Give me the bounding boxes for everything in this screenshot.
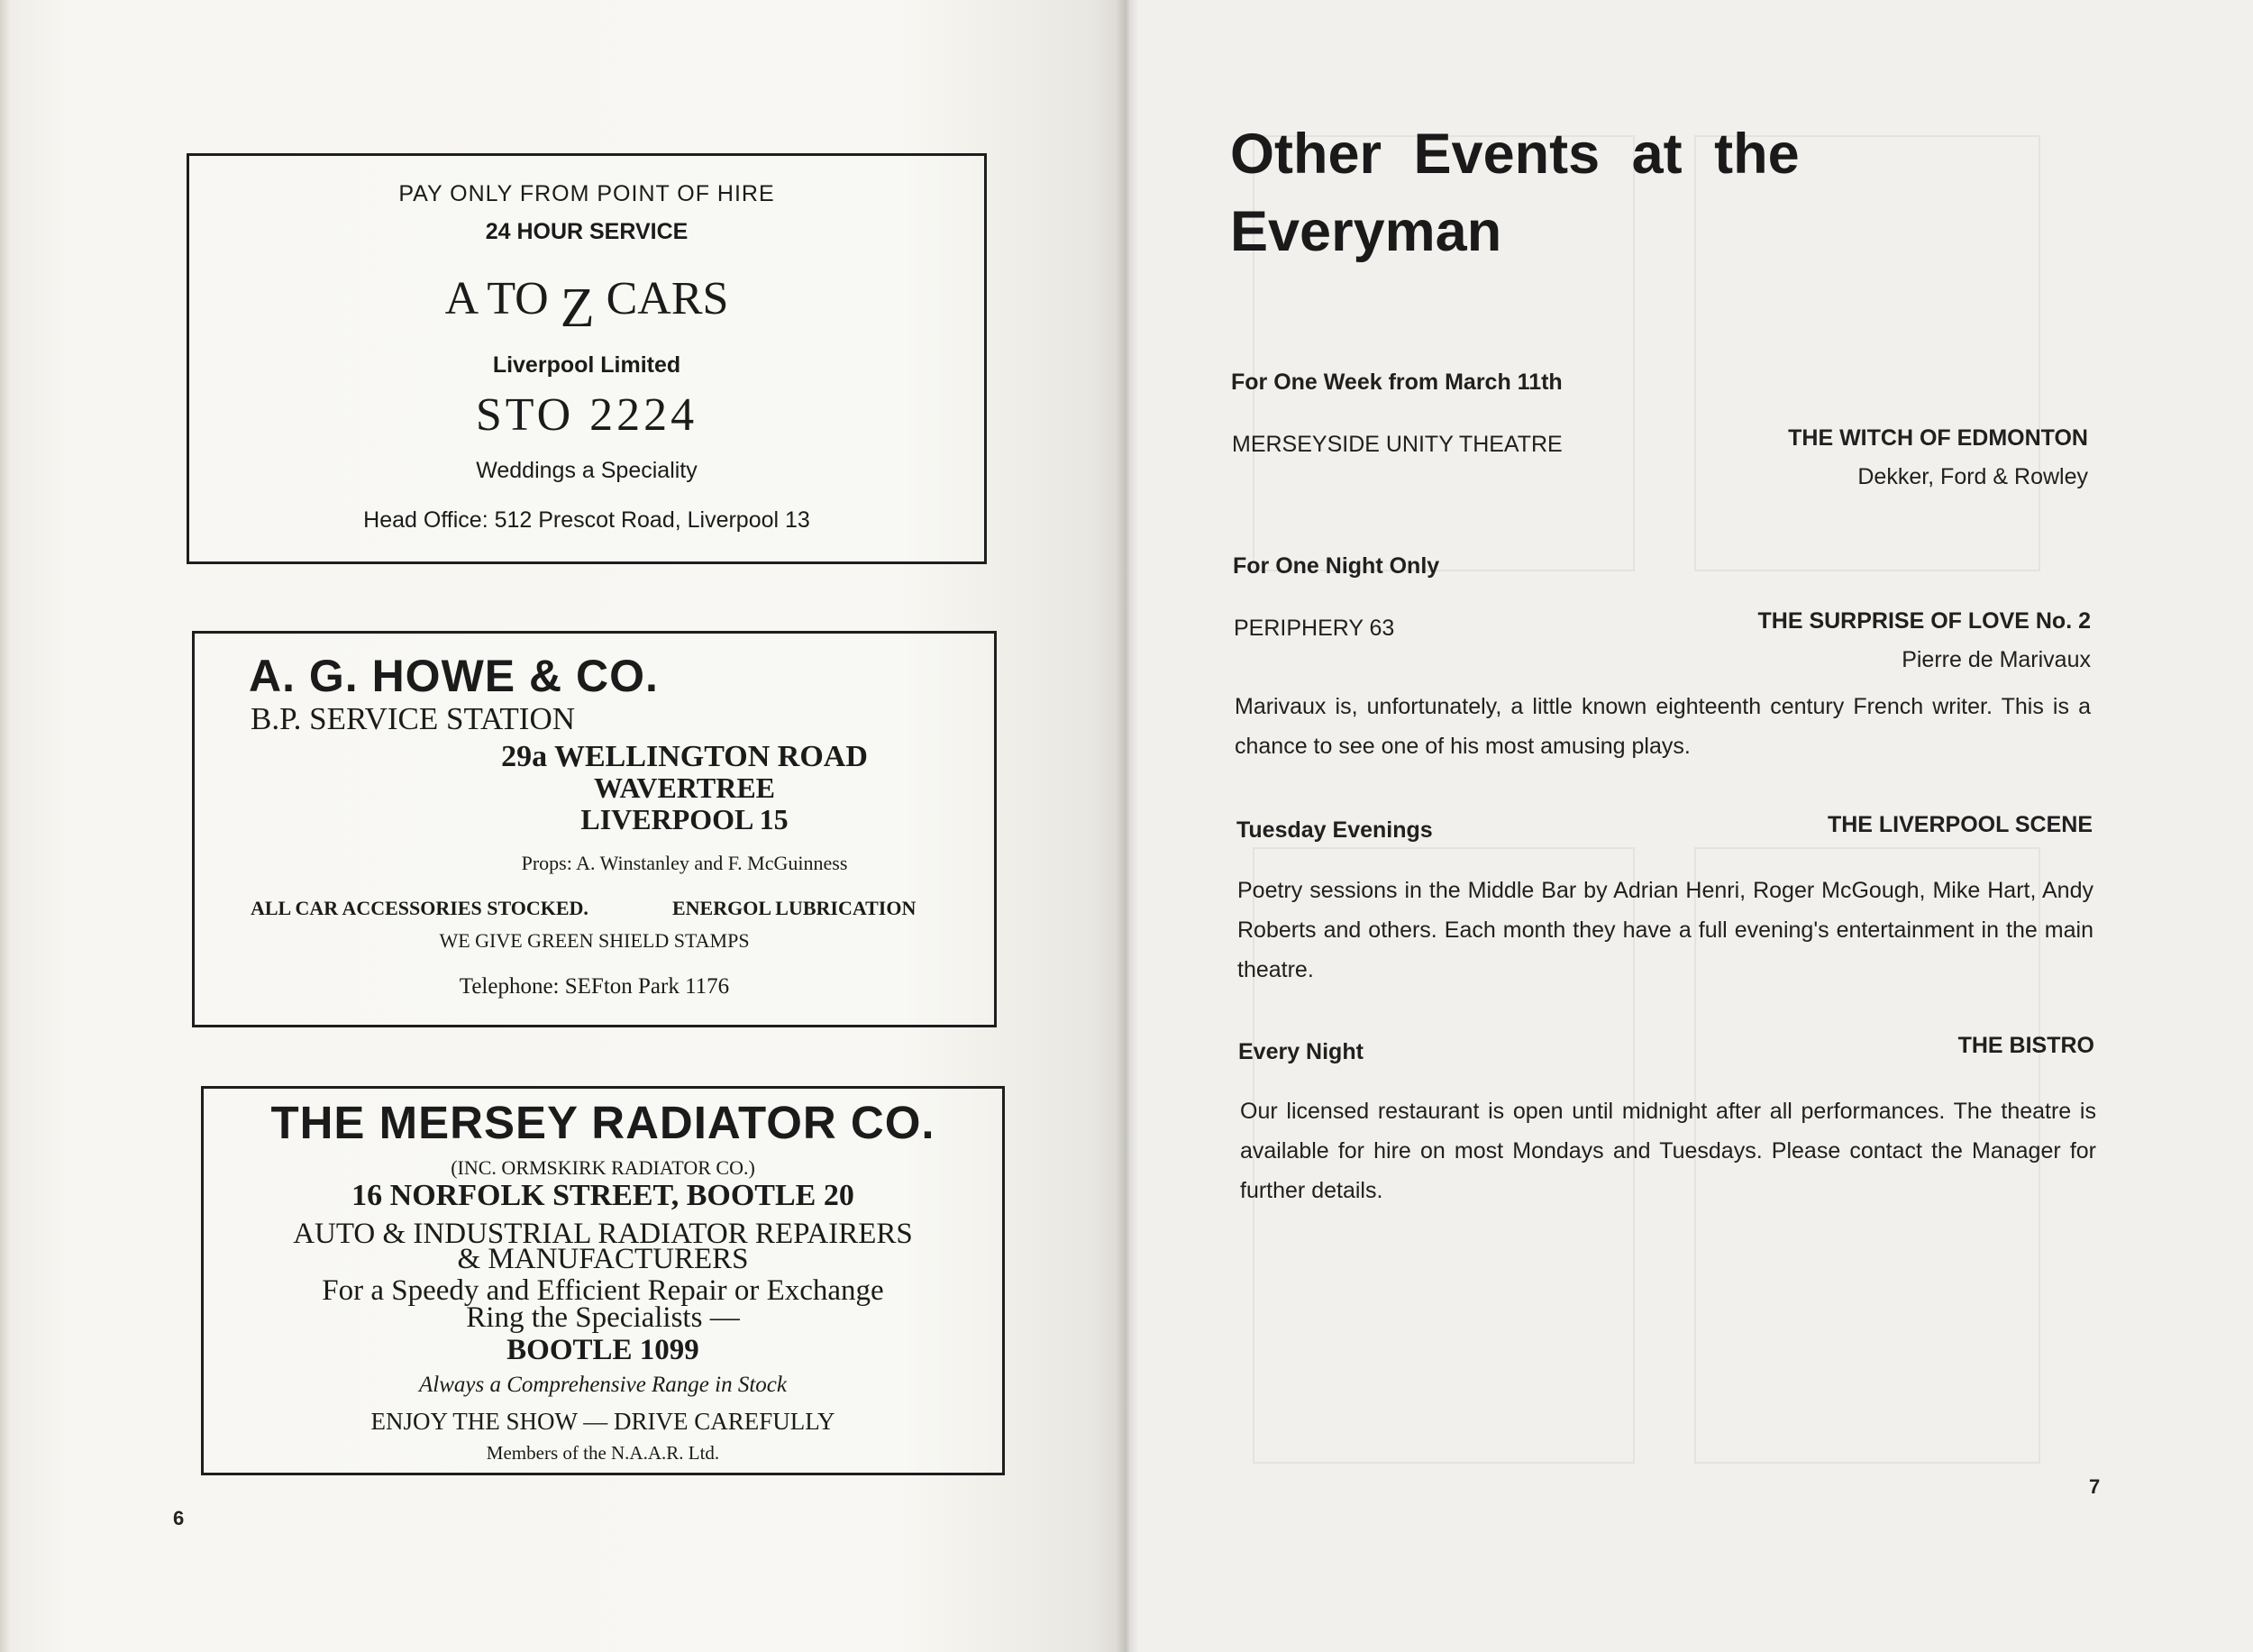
- ad-mersey-members: Members of the N.A.A.R. Ltd.: [486, 1442, 720, 1464]
- ad-cars-office: Head Office: 512 Prescot Road, Liverpool 13: [363, 507, 810, 533]
- ad-howe-accessories: ALL CAR ACCESSORIES STOCKED.: [251, 897, 588, 919]
- ad-mersey-ring: Ring the Specialists —: [466, 1301, 740, 1334]
- ad-cars-phone: STO 2224: [475, 389, 698, 441]
- ad-howe-service: B.P. SERVICE STATION: [251, 701, 575, 736]
- event4-description: Our licensed restaurant is open until midnight after all performances. The theatre is available for hire on most Mondays and Tuesdays. Please contact the Manager for further details.: [1240, 1099, 2096, 1203]
- ad-mersey-address: 16 NORFOLK STREET, BOOTLE 20: [351, 1179, 854, 1212]
- ad-mersey-stock: Always a Comprehensive Range in Stock: [418, 1373, 787, 1397]
- event2-description: Marivaux is, unfortunately, a little known eighteenth century French writer. This is a chance to see one of his most amusing plays.: [1235, 694, 2091, 759]
- event1-play: THE WITCH OF EDMONTON: [1788, 425, 2088, 451]
- ad-howe-name: A. G. HOWE & CO.: [249, 651, 659, 701]
- ad-mersey-inc: (INC. ORMSKIRK RADIATOR CO.): [451, 1156, 755, 1179]
- ad-cars-line1: PAY ONLY FROM POINT OF HIRE: [398, 181, 775, 206]
- page-number-right: 7: [2089, 1475, 2101, 1498]
- ad-mersey-repairers1: AUTO & INDUSTRIAL RADIATOR REPAIRERS: [293, 1218, 913, 1250]
- page-number-left: 6: [173, 1507, 185, 1529]
- ad-mersey-phone: BOOTLE 1099: [506, 1334, 699, 1366]
- event4-when: Every Night: [1238, 1039, 1364, 1064]
- ad-howe-and-co: [192, 631, 997, 1027]
- event2-when: For One Night Only: [1233, 553, 1440, 579]
- ad-a-to-z-cars: [187, 153, 987, 564]
- event1-when: For One Week from March 11th: [1231, 370, 1563, 395]
- ad-cars-company: Liverpool Limited: [492, 352, 681, 378]
- book-gutter-shadow: [1116, 0, 1139, 1652]
- ad-howe-stamps: WE GIVE GREEN SHIELD STAMPS: [439, 929, 750, 952]
- page-edge-shadow: [0, 0, 11, 1652]
- event3-description: Poetry sessions in the Middle Bar by Adrian Henri, Roger McGough, Mike Hart, Andy Roberts and others. Each month they have a full evening's entertainment in the main theatre.: [1237, 878, 2093, 982]
- ad-cars-name: [189, 264, 984, 339]
- ad-mersey-radiator: [201, 1086, 1005, 1475]
- ad-howe-address3: LIVERPOOL 15: [580, 803, 789, 835]
- ad-cars-name-b: CARS: [594, 273, 729, 324]
- ad-cars-name-z: Z: [560, 278, 595, 339]
- ad-cars-speciality: Weddings a Speciality: [476, 458, 698, 483]
- ad-howe-props: Props: A. Winstanley and F. McGuinness: [521, 852, 848, 874]
- ad-howe-telephone: Telephone: SEFton Park 1176: [459, 974, 730, 999]
- ad-mersey-speedy: For a Speedy and Efficient Repair or Exchange: [322, 1274, 884, 1307]
- ad-howe-lubrication: ENERGOL LUBRICATION: [672, 897, 917, 919]
- page-title-line1: Other Events at the: [1230, 123, 1800, 186]
- event3-when: Tuesday Evenings: [1236, 817, 1433, 843]
- event4-name: THE BISTRO: [1957, 1033, 2094, 1058]
- ad-cars-line2: 24 HOUR SERVICE: [485, 219, 689, 244]
- page-title: [1230, 115, 1951, 270]
- page-title-line2: Everyman: [1230, 200, 1502, 263]
- event3-name: THE LIVERPOOL SCENE: [1827, 812, 2093, 837]
- event2-company: PERIPHERY 63: [1234, 616, 1395, 641]
- event1-company: MERSEYSIDE UNITY THEATRE: [1232, 432, 1563, 457]
- event2-author: Pierre de Marivaux: [1902, 647, 2091, 672]
- ad-mersey-repairers2: & MANUFACTURERS: [457, 1243, 749, 1275]
- event1-authors: Dekker, Ford & Rowley: [1857, 464, 2088, 489]
- ad-mersey-name: THE MERSEY RADIATOR CO.: [270, 1097, 935, 1148]
- event2-play: THE SURPRISE OF LOVE No. 2: [1757, 608, 2091, 634]
- ad-howe-address2: WAVERTREE: [593, 771, 775, 804]
- ad-cars-name-a: A TO: [444, 273, 561, 324]
- ad-howe-address1: 29a WELLINGTON ROAD: [501, 740, 868, 773]
- ad-mersey-enjoy: ENJOY THE SHOW — DRIVE CAREFULLY: [370, 1408, 835, 1435]
